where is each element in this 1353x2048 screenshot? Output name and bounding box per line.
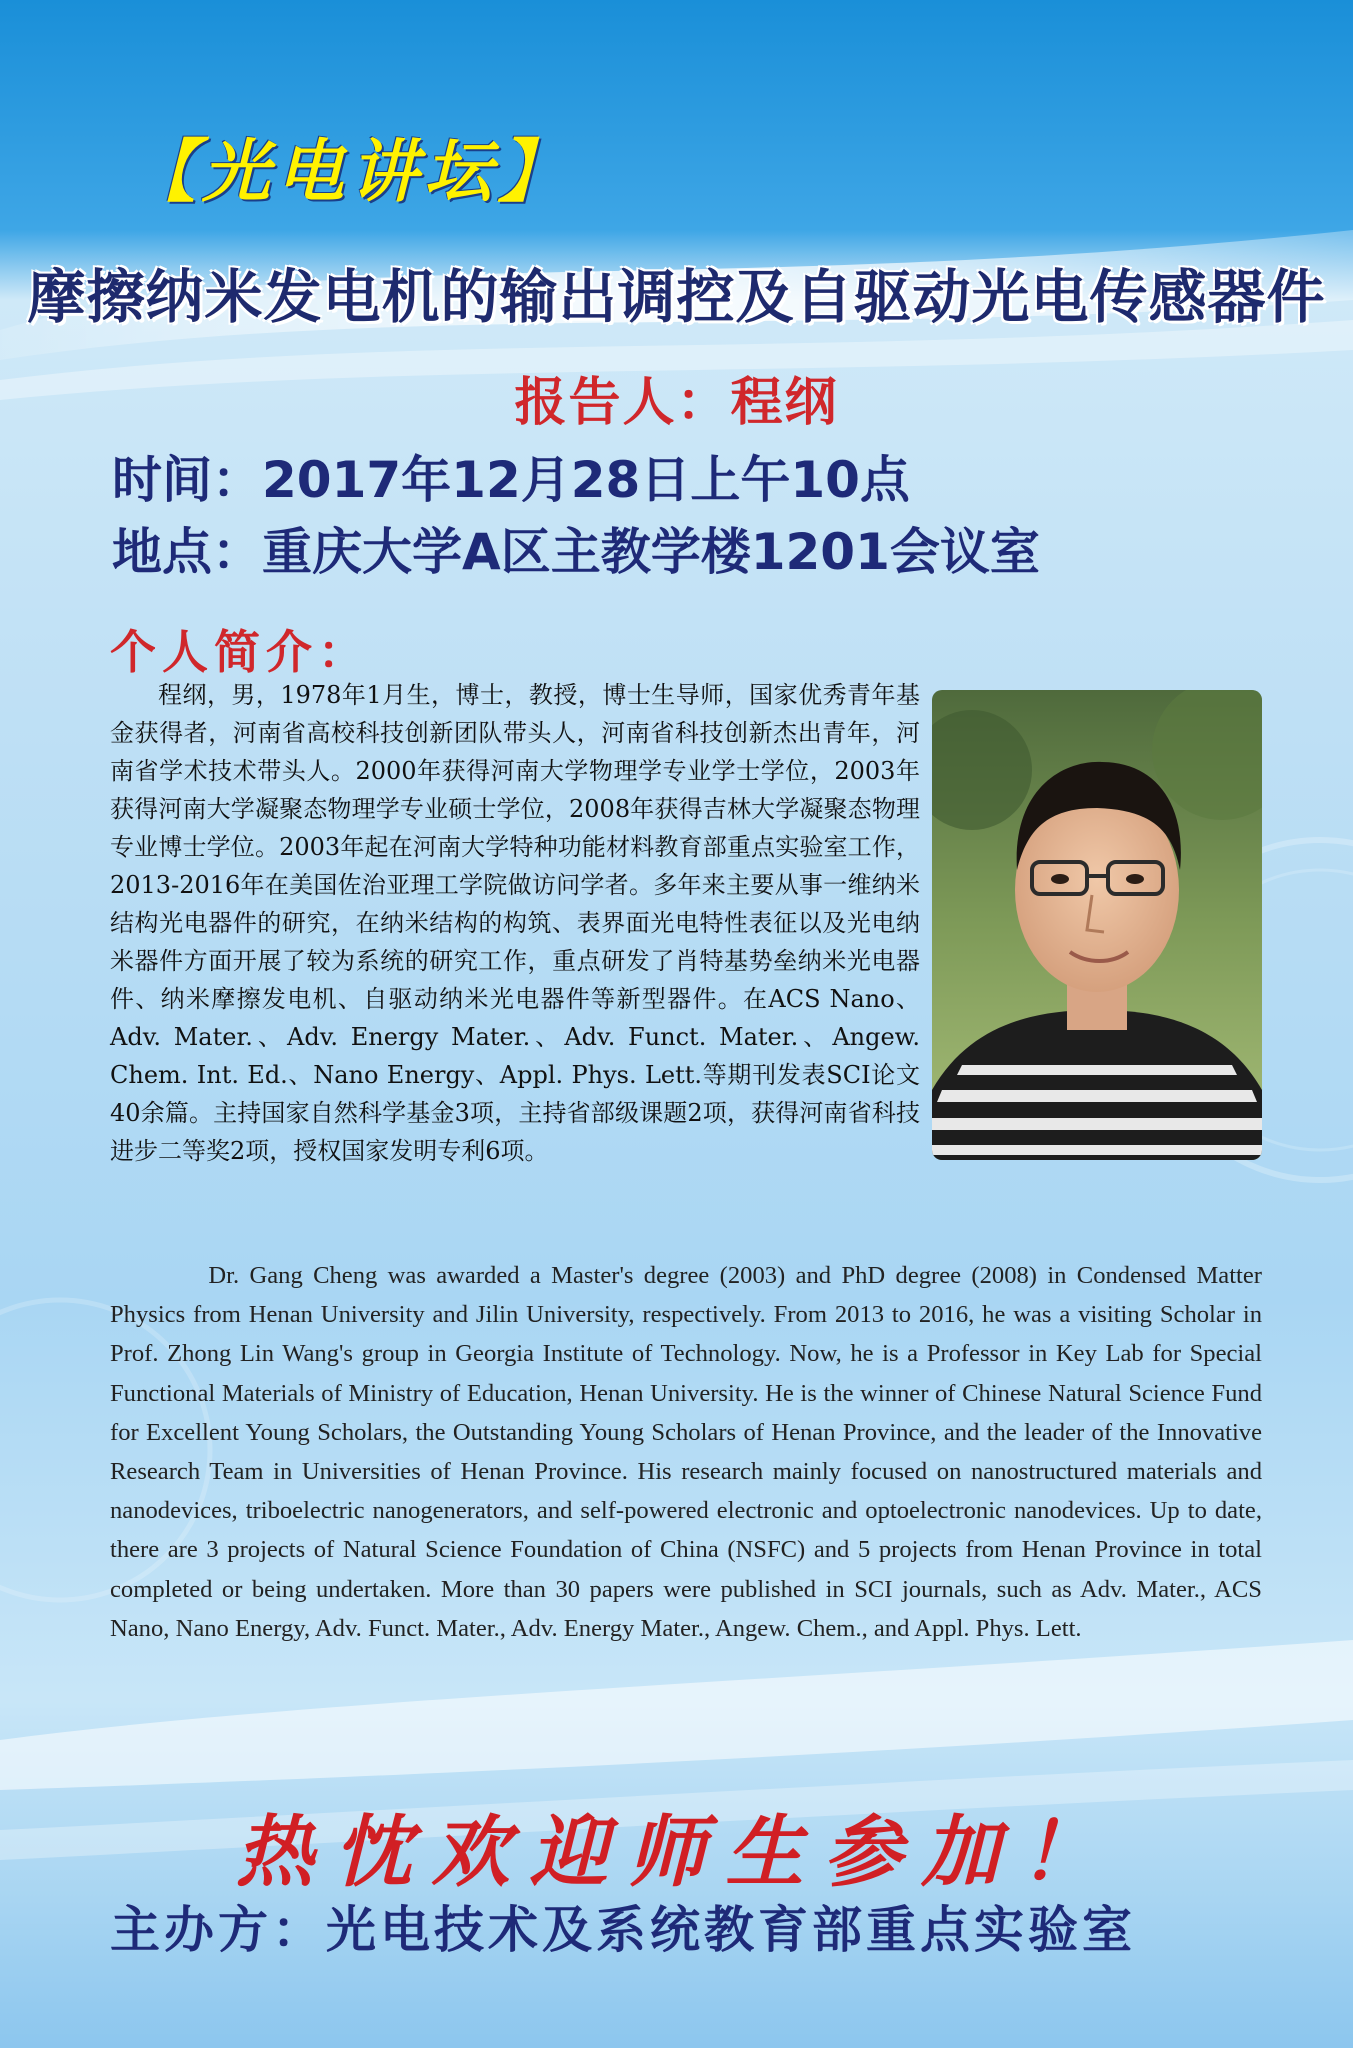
organizer: 主办方：光电技术及系统教育部重点实验室 [110, 1901, 1136, 1959]
bio-english: Dr. Gang Cheng was awarded a Master's degree (2003) and PhD degree (2008) in Condensed Matter Physics from Henan University and Jilin University, respectively. From 2013 to 2016, he was a visiting Scholar in Prof. Zhong Lin Wang's group in Georgia Institute of Technology. Now, he is a Professor in Key Lab for Special Functional Materials of Ministry of Education, Henan University. He is the winner of Chinese Natural Science Fund for Excellent Young Scholars, the Outstanding Young Scholars of Henan Province, and the leader of the Innovative Research Team in Universities of Henan Province. His research mainly focused on nanostructured materials and nanodevices, triboelectric nanogenerators, and self-powered electronic and optoelectronic nanodevices. Up to date, there are 3 projects of Natural Science Foundation of China (NSFC) and 5 projects from Henan Province in total completed or being undertaken. More than 30 papers were published in SCI journals, such as Adv. Mater., ACS Nano, Nano Energy, Adv. Funct. Mater., Adv. Energy Mater., Angew. Chem., and Appl. Phys. Lett. [110, 1262, 1262, 1642]
speaker-photo [932, 690, 1262, 1160]
series-title: 【光电讲坛】 [128, 132, 573, 212]
speaker-name: 报告人：程纲 [514, 373, 839, 433]
bio-heading: 个人简介： [110, 625, 370, 679]
bio-chinese: 程纲，男，1978年1月生，博士，教授，博士生导师，国家优秀青年基金获得者，河南省高校科技创新团队带头人，河南省科技创新杰出青年，河南省学术技术带头人。2000年获得河南大学物理学专业学士学位，2003年获得河南大学凝聚态物理学专业硕士学位，2008年获得吉林大学凝聚态物理专业博士学位。2003年起在河南大学特种功能材料教育部重点实验室工作，2013-2016年在美国佐治亚理工学院做访问学者。多年来主要从事一维纳米结构光电器件的研究，在纳米结构的构筑、表界面光电特性表征以及光电纳米器件方面开展了较为系统的研究工作，重点研发了肖特基势垒纳米光电器件、纳米摩擦发电机、自驱动纳米光电器件等新型器件。在ACS Nano、Adv. Mater.、Adv. Energy Mater.、Adv. Funct. Mater.、Angew. Chem. Int. Ed.、Nano Energy、Appl. Phys. Lett.等期刊发表SCI论文40余篇。主持国家自然科学基金3项，主持省部级课题2项，获得河南省科技进步二等奖2项，授权国家发明专利6项。 [110, 681, 920, 1165]
welcome-banner: 热忱欢迎师生参加！ [235, 1807, 1118, 1898]
talk-title: 摩擦纳米发电机的输出调控及自驱动光电传感器件 [27, 263, 1326, 331]
event-time: 时间：2017年12月28日上午10点 [112, 451, 910, 509]
event-location: 地点：重庆大学A区主教学楼1201会议室 [112, 523, 1040, 581]
